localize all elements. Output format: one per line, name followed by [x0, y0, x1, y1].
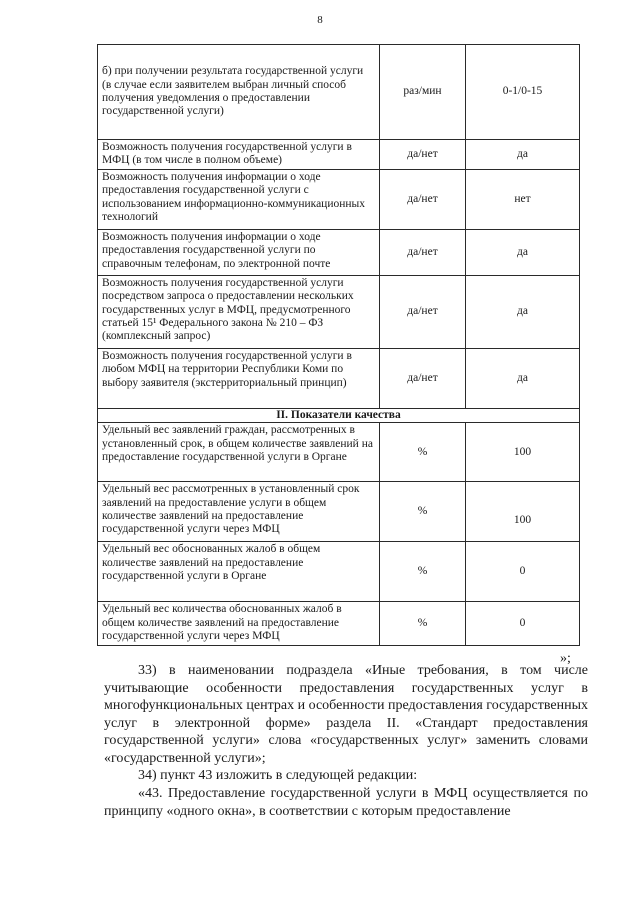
- indicator-value: да: [466, 275, 580, 348]
- indicator-value: 100: [466, 482, 580, 542]
- indicator-unit: %: [380, 542, 466, 602]
- indicator-label: Возможность получения государственной услуги в МФЦ (в том числе в полном объеме): [98, 140, 380, 170]
- table-row: [98, 348, 580, 408]
- table-row: [98, 169, 580, 229]
- indicator-value: нет: [466, 169, 580, 229]
- section-title: II. Показатели качества: [98, 408, 580, 422]
- indicator-label: Удельный вес рассмотренных в установленный срок заявлений на предоставление услуги в общем количестве заявлений на предоставление государственной услуги через МФЦ: [98, 482, 380, 542]
- table-row: [98, 602, 580, 646]
- indicator-label: Возможность получения государственной услуги посредством запроса о предоставлении нескольких государственных услуг в МФЦ, предусмотренного статьей 15¹ Федерального закона № 210 – ФЗ (комплексный запрос): [98, 275, 380, 348]
- table-row: [98, 423, 580, 482]
- table-row: [98, 482, 580, 542]
- table-row: [98, 140, 580, 170]
- indicator-label: Удельный вес обоснованных жалоб в общем количестве заявлений на предоставление государственной услуги в Органе: [98, 542, 380, 602]
- indicator-unit: %: [380, 482, 466, 542]
- table-row: [98, 229, 580, 275]
- indicator-label: б) при получении результата государственной услуги (в случае если заявителем выбран личный способ получения уведомления о предоставлении государственной услуги): [98, 45, 380, 140]
- indicator-value: 0-1/0-15: [466, 45, 580, 140]
- indicator-unit: %: [380, 423, 466, 482]
- paragraph-item-34: 34) пункт 43 изложить в следующей редакции:: [138, 768, 418, 783]
- table-row: [98, 275, 580, 348]
- table-section-header: [98, 408, 580, 422]
- indicator-unit: раз/мин: [380, 45, 466, 140]
- indicator-value: да: [466, 140, 580, 170]
- indicator-label: Возможность получения государственной услуги в любом МФЦ на территории Республики Коми по выбору заявителя (экстерриториальный принцип): [98, 348, 380, 408]
- indicator-label: Удельный вес заявлений граждан, рассмотренных в установленный срок, в общем количестве заявлений на предоставление государственной услуги в Органе: [98, 423, 380, 482]
- indicator-unit: да/нет: [380, 169, 466, 229]
- table-row: [98, 542, 580, 602]
- indicator-label: Удельный вес количества обоснованных жалоб в общем количестве заявлений на предоставление государственной услуги через МФЦ: [98, 602, 380, 646]
- indicator-unit: %: [380, 602, 466, 646]
- indicator-unit: да/нет: [380, 275, 466, 348]
- indicator-value: 100: [466, 423, 580, 482]
- indicator-value: 0: [466, 542, 580, 602]
- closing-quote: »;: [560, 651, 571, 666]
- indicator-label: Возможность получения информации о ходе предоставления государственной услуги с использованием информационно-коммуникационных технологий: [98, 169, 380, 229]
- paragraph-item-43: «43. Предоставление государственной услуги в МФЦ осуществляется по принципу «одного окна», в соответствии с которым предоставление: [104, 786, 588, 819]
- indicator-value: 0: [466, 602, 580, 646]
- indicator-label: Возможность получения информации о ходе предоставления государственной услуги по справочным телефонам, по электронной почте: [98, 229, 380, 275]
- paragraph-item-33: 33) в наименовании подраздела «Иные требования, в том числе учитывающие особенности предоставления государственных услуг в многофункциональных центрах и особенности предоставления государственных услуг в электронной форме» раздела II. «Стандарт предоставления государственной услуги» слова «государственных услуг» заменить словами «государственной услуги»;: [104, 663, 588, 766]
- indicator-unit: да/нет: [380, 140, 466, 170]
- quality-indicators-table: [97, 44, 580, 646]
- page-number: 8: [317, 14, 323, 26]
- indicator-unit: да/нет: [380, 348, 466, 408]
- indicator-value: да: [466, 229, 580, 275]
- indicator-unit: да/нет: [380, 229, 466, 275]
- table-row: [98, 45, 580, 140]
- indicator-value: да: [466, 348, 580, 408]
